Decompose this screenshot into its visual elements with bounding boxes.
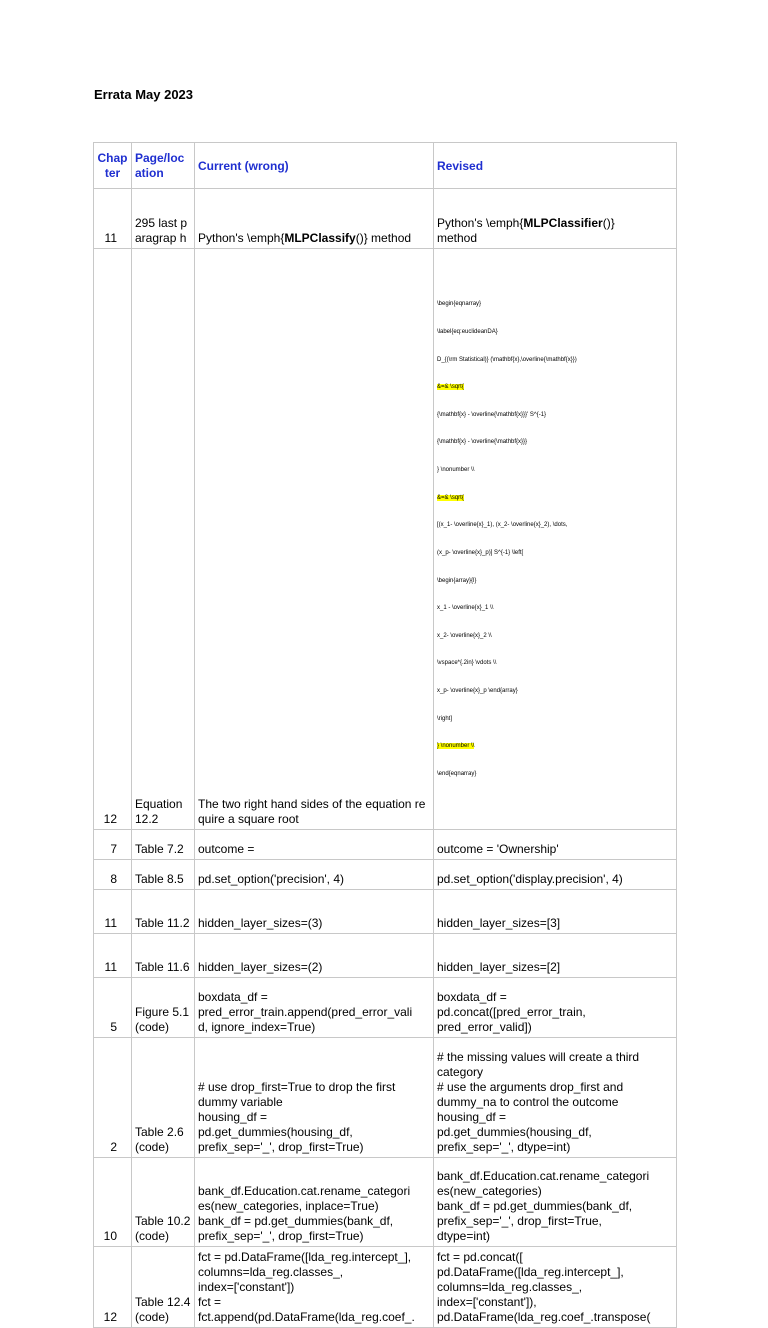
equation-line: {\mathbf{x} - \overline{\mathbf{x}}}' S^{-1} — [437, 411, 547, 418]
equation-line: \right] — [437, 715, 453, 722]
table-row — [94, 890, 677, 934]
cell-page: 295 last paragrap h — [132, 189, 195, 249]
cell-chapter: 11 — [94, 189, 132, 249]
equation-line: (x_p- \overline{x}_p)] S^{-1} \left[ — [437, 549, 524, 556]
cell-chapter: 7 — [94, 830, 132, 860]
equation-line: \label{eq:euclideanDA} — [437, 329, 498, 336]
equation-line: {\mathbf{x} - \overline{\mathbf{x}}} — [437, 439, 528, 446]
table-header-row — [94, 143, 677, 189]
cell-revised: bank_df.Education.cat.rename_categori es(new_categories) bank_df = pd.get_dummies(bank_df, prefix_sep='_', drop_first=True, dtype=int) — [434, 1158, 677, 1247]
cell-chapter: 5 — [94, 978, 132, 1038]
header-chapter: Chap ter — [94, 143, 132, 189]
table-row — [94, 249, 677, 830]
cell-current: The two right hand sides of the equation require a square root — [195, 249, 434, 830]
equation-line: D_{(\rm Statistical)} (\mathbf{x},\overline{\mathbf{x}}) — [437, 356, 577, 363]
cell-current: boxdata_df = pred_error_train.append(pred_error_vali d, ignore_index=True) — [195, 978, 434, 1038]
cell-revised: pd.set_option('display.precision', 4) — [434, 860, 677, 890]
cell-current: # use drop_first=True to drop the first dummy variable housing_df = pd.get_dummies(housing_df, prefix_sep='_', drop_first=True) — [195, 1038, 434, 1158]
cell-page: Table 12.4 (code) — [132, 1247, 195, 1328]
header-revised: Revised — [434, 143, 677, 189]
table-row — [94, 934, 677, 978]
equation-line: &=& \sqrt{ — [437, 494, 464, 501]
equation-line: } \nonumber \\ — [437, 743, 475, 750]
cell-chapter: 11 — [94, 890, 132, 934]
equation-line: x_p- \overline{x}_p \end{array} — [437, 687, 518, 694]
equation-line: \begin{eqnarray} — [437, 301, 482, 308]
table-row — [94, 1247, 677, 1328]
cell-revised: outcome = 'Ownership' — [434, 830, 677, 860]
cell-chapter: 12 — [94, 249, 132, 830]
cell-page: Table 8.5 — [132, 860, 195, 890]
table-row — [94, 1038, 677, 1158]
table-row — [94, 978, 677, 1038]
cell-chapter: 2 — [94, 1038, 132, 1158]
latex-equation-block — [437, 282, 673, 797]
equation-line: [(x_1- \overline{x}_1), (x_2- \overline{x}_2), \dots, — [437, 522, 568, 529]
equation-line: } \nonumber \\ — [437, 467, 475, 474]
cell-current: fct = pd.DataFrame([lda_reg.intercept_], columns=lda_reg.classes_, index=['constant']) fct = fct.append(pd.DataFrame(lda_reg.coef_. — [195, 1247, 434, 1328]
header-current-wrong: Current (wrong) — [195, 143, 434, 189]
header-page-location: Page/loc ation — [132, 143, 195, 189]
cell-current: bank_df.Education.cat.rename_categori es(new_categories, inplace=True) bank_df = pd.get_dummies(bank_df, prefix_sep='_', drop_first=True) — [195, 1158, 434, 1247]
table-row — [94, 1158, 677, 1247]
document-title: Errata May 2023 — [94, 87, 194, 102]
cell-revised: fct = pd.concat([ pd.DataFrame([lda_reg.intercept_], columns=lda_reg.classes_, index=['constant']), pd.DataFrame(lda_reg.coef_.transpose( — [434, 1247, 677, 1328]
cell-current: hidden_layer_sizes=(3) — [195, 890, 434, 934]
cell-page: Table 11.2 — [132, 890, 195, 934]
equation-line: x_1 - \overline{x}_1 \\ — [437, 605, 494, 612]
cell-revised: # the missing values will create a third category # use the arguments drop_first and dummy_na to control the outcome housing_df = pd.get_dummies(housing_df, prefix_sep='_', dtype=int) — [434, 1038, 677, 1158]
cell-page: Table 2.6 (code) — [132, 1038, 195, 1158]
equation-line: x_2- \overline{x}_2 \\ — [437, 632, 492, 639]
bold-term: MLPClassify — [284, 231, 356, 245]
equation-line: \vspace*{.2in} \vdots \\ — [437, 660, 497, 667]
cell-revised-equation — [434, 249, 677, 830]
cell-chapter: 11 — [94, 934, 132, 978]
cell-page: Table 10.2 (code) — [132, 1158, 195, 1247]
cell-current: Python's \emph{MLPClassify()} method — [195, 189, 434, 249]
cell-page: Table 11.6 — [132, 934, 195, 978]
cell-page: Equation 12.2 — [132, 249, 195, 830]
cell-revised: boxdata_df = pd.concat([pred_error_train, pred_error_valid]) — [434, 978, 677, 1038]
table-row — [94, 830, 677, 860]
cell-page: Table 7.2 — [132, 830, 195, 860]
cell-revised: hidden_layer_sizes=[2] — [434, 934, 677, 978]
errata-table — [93, 142, 677, 1328]
cell-revised: Python's \emph{MLPClassifier()} method — [434, 189, 677, 249]
cell-current: pd.set_option('precision', 4) — [195, 860, 434, 890]
cell-page: Figure 5.1 (code) — [132, 978, 195, 1038]
bold-term: MLPClassifier — [523, 216, 603, 230]
cell-current: hidden_layer_sizes=(2) — [195, 934, 434, 978]
equation-line: &=& \sqrt{ — [437, 384, 464, 391]
equation-line: \end{eqnarray} — [437, 770, 477, 777]
table-row — [94, 860, 677, 890]
cell-revised: hidden_layer_sizes=[3] — [434, 890, 677, 934]
cell-chapter: 10 — [94, 1158, 132, 1247]
cell-chapter: 12 — [94, 1247, 132, 1328]
cell-current: outcome = — [195, 830, 434, 860]
table-row — [94, 189, 677, 249]
cell-chapter: 8 — [94, 860, 132, 890]
equation-line: \begin{array}{l} — [437, 577, 477, 584]
